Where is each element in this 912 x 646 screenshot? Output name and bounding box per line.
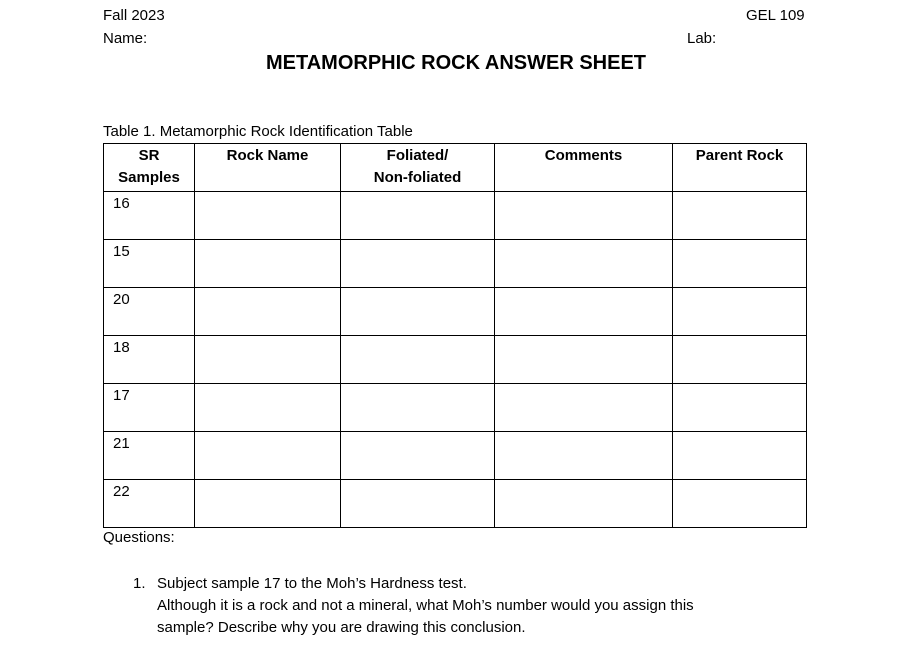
table-row bbox=[104, 384, 807, 432]
comments-cell[interactable] bbox=[495, 384, 673, 432]
questions-heading: Questions: bbox=[103, 529, 175, 546]
comments-cell[interactable] bbox=[495, 336, 673, 384]
col-header-line: SR bbox=[138, 147, 160, 164]
table-caption: Table 1. Metamorphic Rock Identification Table bbox=[103, 123, 413, 140]
col-header-rock-name bbox=[195, 144, 341, 192]
foliation-cell[interactable] bbox=[341, 288, 495, 336]
comments-cell[interactable] bbox=[495, 480, 673, 528]
rock-name-cell[interactable] bbox=[195, 384, 341, 432]
question-line: sample? Describe why you are drawing this conclusion. bbox=[157, 619, 526, 636]
sample-cell: 15 bbox=[104, 240, 195, 288]
col-header-line: Non-foliated bbox=[373, 169, 462, 186]
foliation-cell[interactable] bbox=[341, 480, 495, 528]
foliation-cell[interactable] bbox=[341, 336, 495, 384]
col-header-comments bbox=[495, 144, 673, 192]
course-label: GEL 109 bbox=[746, 7, 805, 24]
question-text bbox=[157, 573, 694, 639]
parent-rock-cell[interactable] bbox=[673, 384, 807, 432]
sample-cell: 16 bbox=[104, 192, 195, 240]
comments-cell[interactable] bbox=[495, 240, 673, 288]
col-header-line: Parent Rock bbox=[695, 147, 784, 164]
table-row bbox=[104, 432, 807, 480]
sample-cell: 21 bbox=[104, 432, 195, 480]
table-row bbox=[104, 192, 807, 240]
term-label: Fall 2023 bbox=[103, 7, 165, 24]
table-header-row bbox=[104, 144, 807, 192]
col-header-line: Comments bbox=[544, 147, 623, 164]
rock-name-cell[interactable] bbox=[195, 336, 341, 384]
parent-rock-cell[interactable] bbox=[673, 432, 807, 480]
question-line: Subject sample 17 to the Moh’s Hardness test. bbox=[157, 575, 467, 592]
table-row bbox=[104, 480, 807, 528]
foliation-cell[interactable] bbox=[341, 192, 495, 240]
col-header-line: Samples bbox=[118, 169, 180, 186]
lab-label: Lab: bbox=[687, 30, 717, 47]
comments-cell[interactable] bbox=[495, 432, 673, 480]
rock-name-cell[interactable] bbox=[195, 432, 341, 480]
col-header-parent-rock bbox=[673, 144, 807, 192]
sample-cell: 17 bbox=[104, 384, 195, 432]
sample-cell: 20 bbox=[104, 288, 195, 336]
rock-name-cell[interactable] bbox=[195, 480, 341, 528]
question-line: Although it is a rock and not a mineral, what Moh’s number would you assign this bbox=[157, 597, 694, 614]
name-label: Name: bbox=[103, 30, 148, 47]
parent-rock-cell[interactable] bbox=[673, 240, 807, 288]
sample-cell: 18 bbox=[104, 336, 195, 384]
page-title: METAMORPHIC ROCK ANSWER SHEET bbox=[266, 52, 646, 74]
col-header-line: Rock Name bbox=[226, 147, 309, 164]
foliation-cell[interactable] bbox=[341, 240, 495, 288]
question-number: 1. bbox=[133, 575, 146, 592]
parent-rock-cell[interactable] bbox=[673, 192, 807, 240]
rock-name-cell[interactable] bbox=[195, 192, 341, 240]
identification-table bbox=[103, 143, 807, 528]
table-row bbox=[104, 288, 807, 336]
table-row bbox=[104, 336, 807, 384]
col-header-line: Foliated/ bbox=[386, 147, 449, 164]
comments-cell[interactable] bbox=[495, 288, 673, 336]
sample-cell: 22 bbox=[104, 480, 195, 528]
foliation-cell[interactable] bbox=[341, 432, 495, 480]
rock-name-cell[interactable] bbox=[195, 240, 341, 288]
comments-cell[interactable] bbox=[495, 192, 673, 240]
col-header-sr-samples bbox=[104, 144, 195, 192]
rock-name-cell[interactable] bbox=[195, 288, 341, 336]
foliation-cell[interactable] bbox=[341, 384, 495, 432]
parent-rock-cell[interactable] bbox=[673, 288, 807, 336]
parent-rock-cell[interactable] bbox=[673, 480, 807, 528]
col-header-foliation bbox=[341, 144, 495, 192]
parent-rock-cell[interactable] bbox=[673, 336, 807, 384]
table-row bbox=[104, 240, 807, 288]
